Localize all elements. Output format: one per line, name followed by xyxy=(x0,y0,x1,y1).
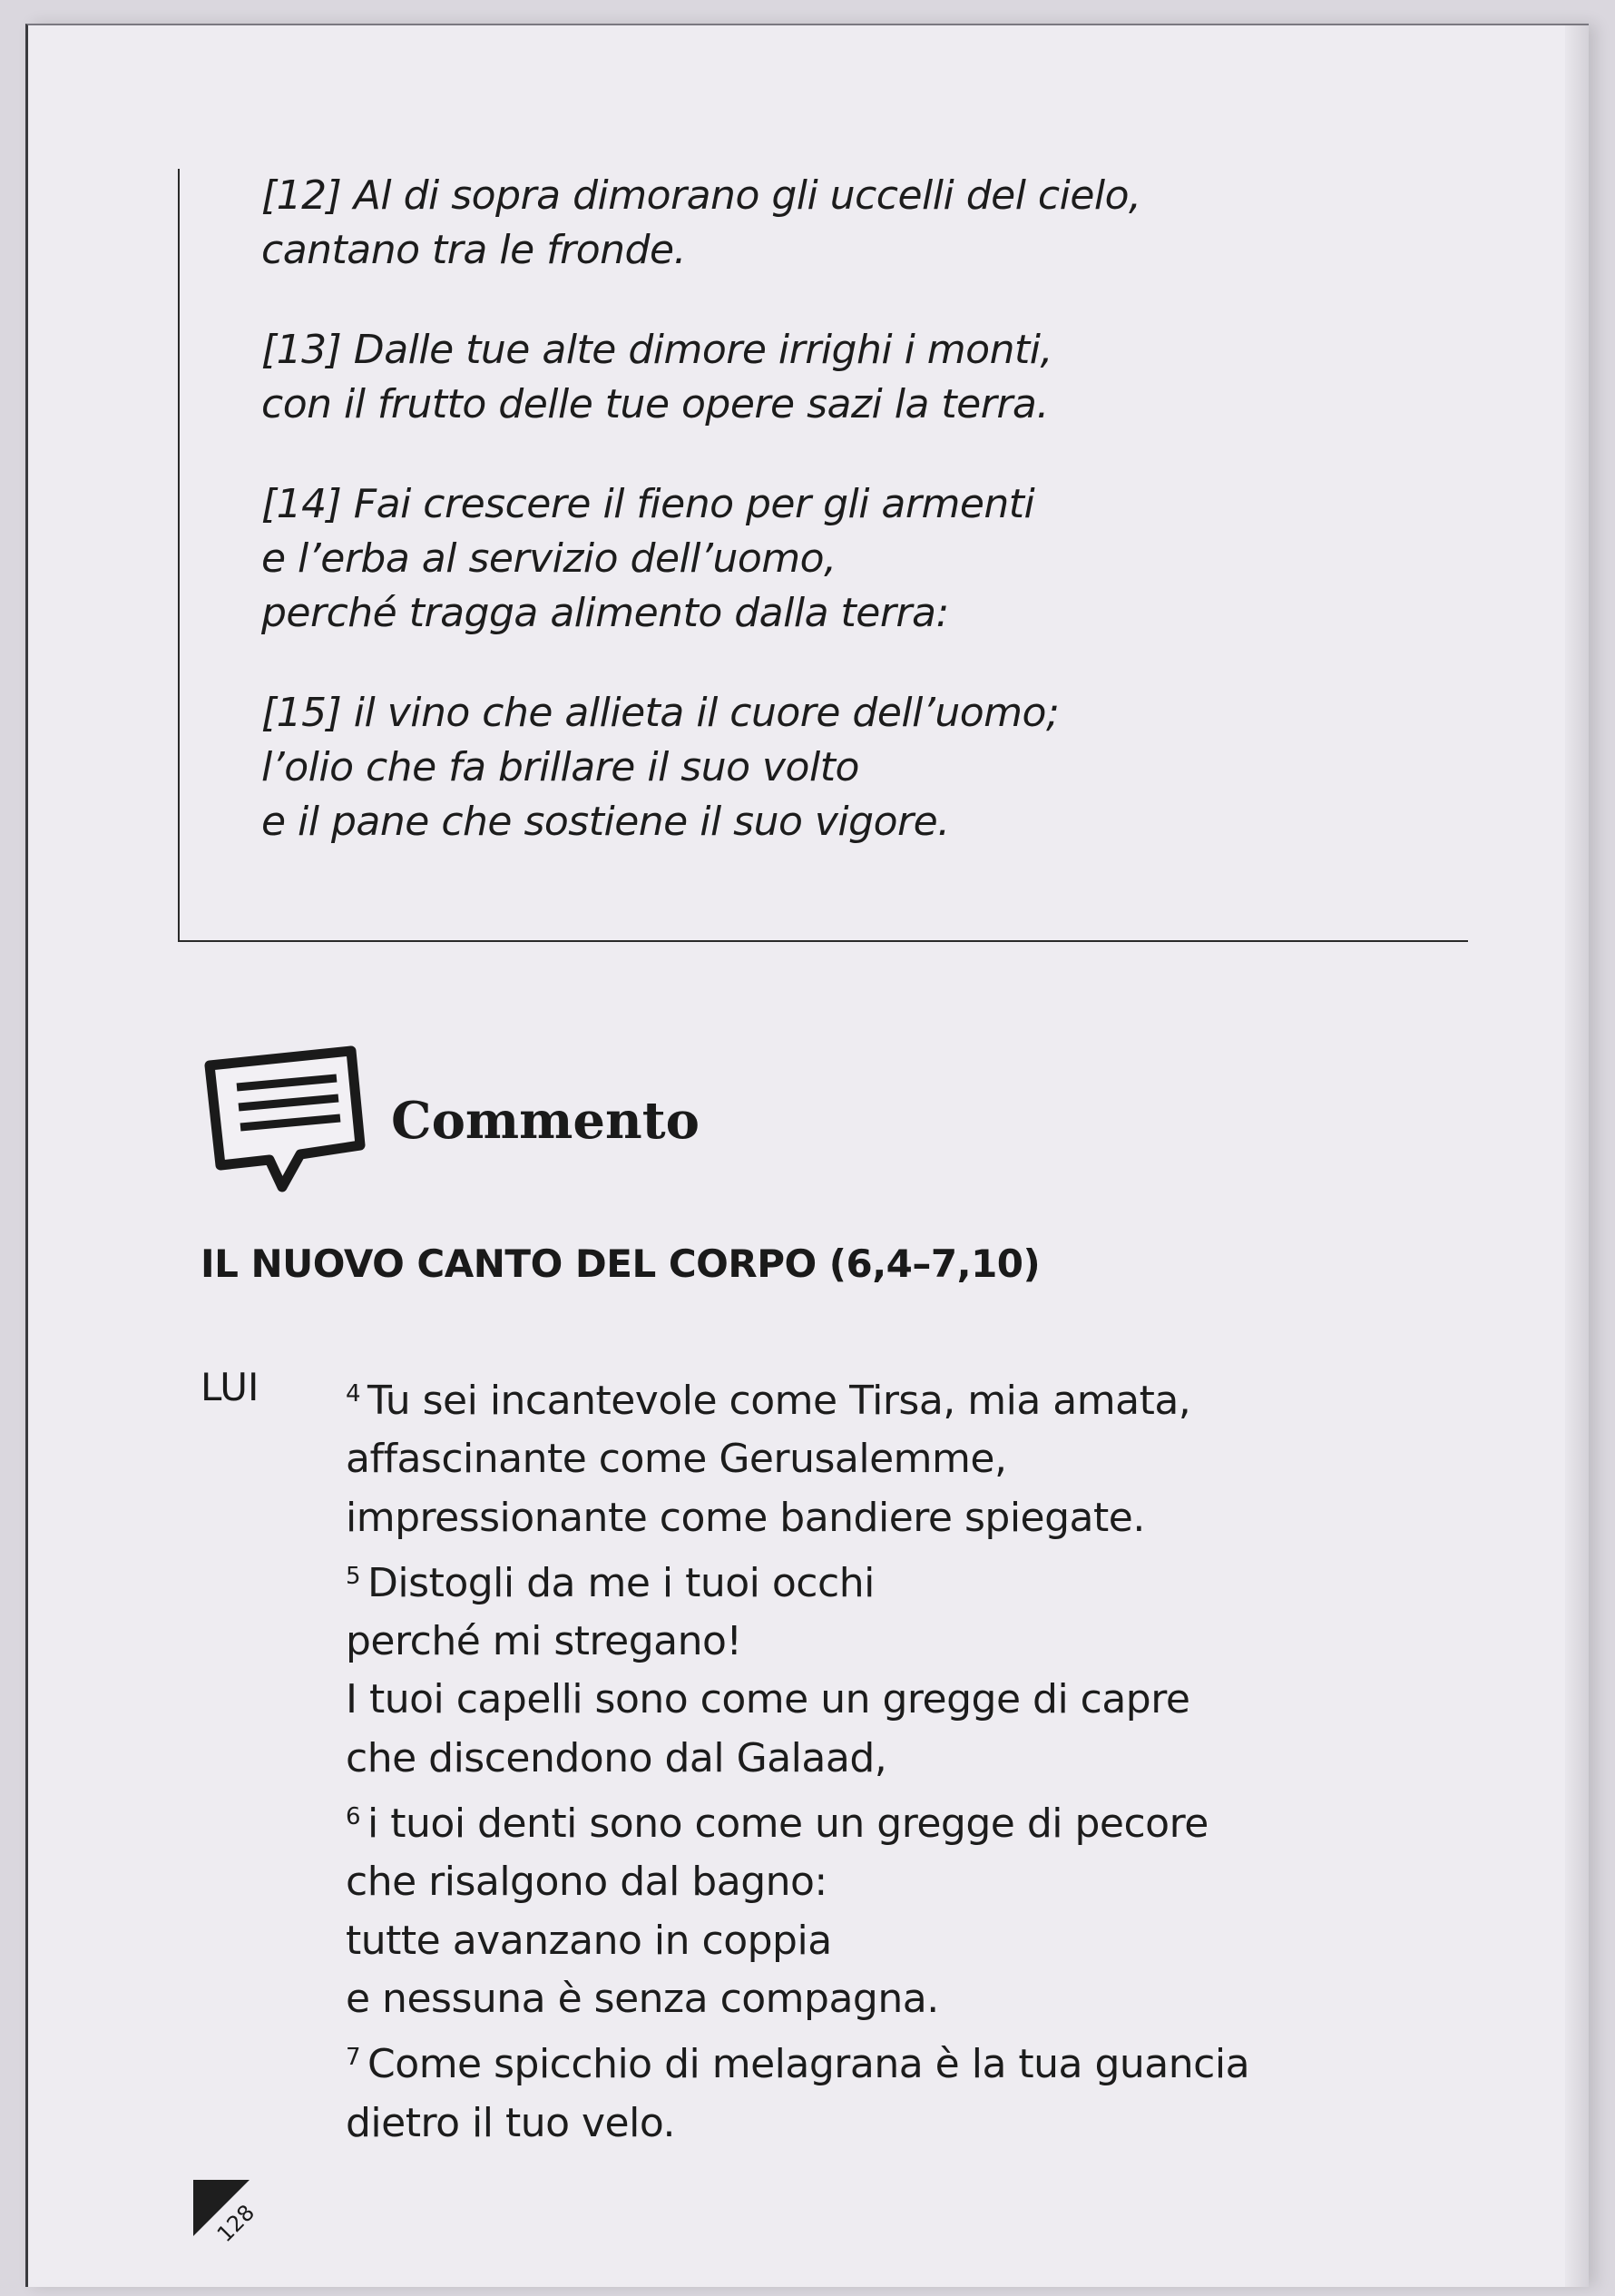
verse-line: [12] Al di sopra dimorano gli uccelli del cielo, xyxy=(261,172,1141,219)
verse-line: con il frutto delle tue opere sazi la terra. xyxy=(261,381,1049,427)
verse-number: 7 xyxy=(346,2044,361,2072)
verse-line: cantano tra le fronde. xyxy=(261,227,686,273)
page-corner-marker xyxy=(193,2180,266,2252)
verse-number: 4 xyxy=(346,1380,361,1408)
verse-line: [15] il vino che allieta il cuore dell’uomo; xyxy=(261,690,1060,736)
speech-bubble-icon xyxy=(201,1044,373,1196)
text-line: perché mi stregano! xyxy=(346,1618,742,1665)
psalm-verse-14 xyxy=(261,477,1034,641)
text-line: impressionante come bandiere spiegate. xyxy=(346,1494,1145,1541)
psalm-excerpt-box xyxy=(178,169,1468,942)
song-text xyxy=(346,1365,1249,2153)
verse-line: e l’erba al servizio dell’uomo, xyxy=(261,535,837,582)
text-line: $^6$ i tuoi denti sono come un gregge di pecore xyxy=(346,1800,1209,1848)
verse-line: perché tragga alimento dalla terra: xyxy=(261,590,949,636)
comment-title: Commento xyxy=(391,1091,700,1151)
text-line: tutte avanzano in coppia xyxy=(346,1917,832,1964)
verse-line: [13] Dalle tue alte dimore irrighi i monti, xyxy=(261,327,1052,373)
section-title: IL NUOVO CANTO DEL CORPO (6,4–7,10) xyxy=(201,1241,1041,1286)
page-number: 128 xyxy=(211,2199,260,2248)
verse-line: [14] Fai crescere il fieno per gli armenti xyxy=(261,481,1035,527)
text-line: affascinante come Gerusalemme, xyxy=(346,1436,1007,1483)
text-line: I tuoi capelli sono come un gregge di capre xyxy=(346,1676,1190,1723)
book-page xyxy=(25,24,1589,2287)
text-line: che discendono dal Galaad, xyxy=(346,1734,887,1781)
verse-number: 6 xyxy=(346,1803,361,1831)
verse-line: e il pane che sostiene il suo vigore. xyxy=(261,799,950,845)
comment-header xyxy=(201,1044,836,1198)
psalm-verse-13 xyxy=(261,323,1052,432)
text-line: $^5$ Distogli da me i tuoi occhi xyxy=(346,1559,875,1606)
psalm-verse-15 xyxy=(261,686,1059,849)
speaker-label: LUI xyxy=(201,1365,259,1409)
verse-line: l’olio che fa brillare il suo volto xyxy=(261,744,859,790)
text-line: dietro il tuo velo. xyxy=(346,2099,675,2146)
text-line: che risalgono dal bagno: xyxy=(346,1859,827,1906)
text-line: $^4$ Tu sei incantevole come Tirsa, mia amata, xyxy=(346,1378,1191,1424)
verse-number: 5 xyxy=(346,1562,361,1590)
text-line: $^7$ Come spicchio di melagrana è la tua guancia xyxy=(346,2041,1250,2088)
psalm-verse-12 xyxy=(261,169,1141,278)
page-edge xyxy=(1565,25,1589,2287)
text-line: e nessuna è senza compagna. xyxy=(346,1975,939,2022)
